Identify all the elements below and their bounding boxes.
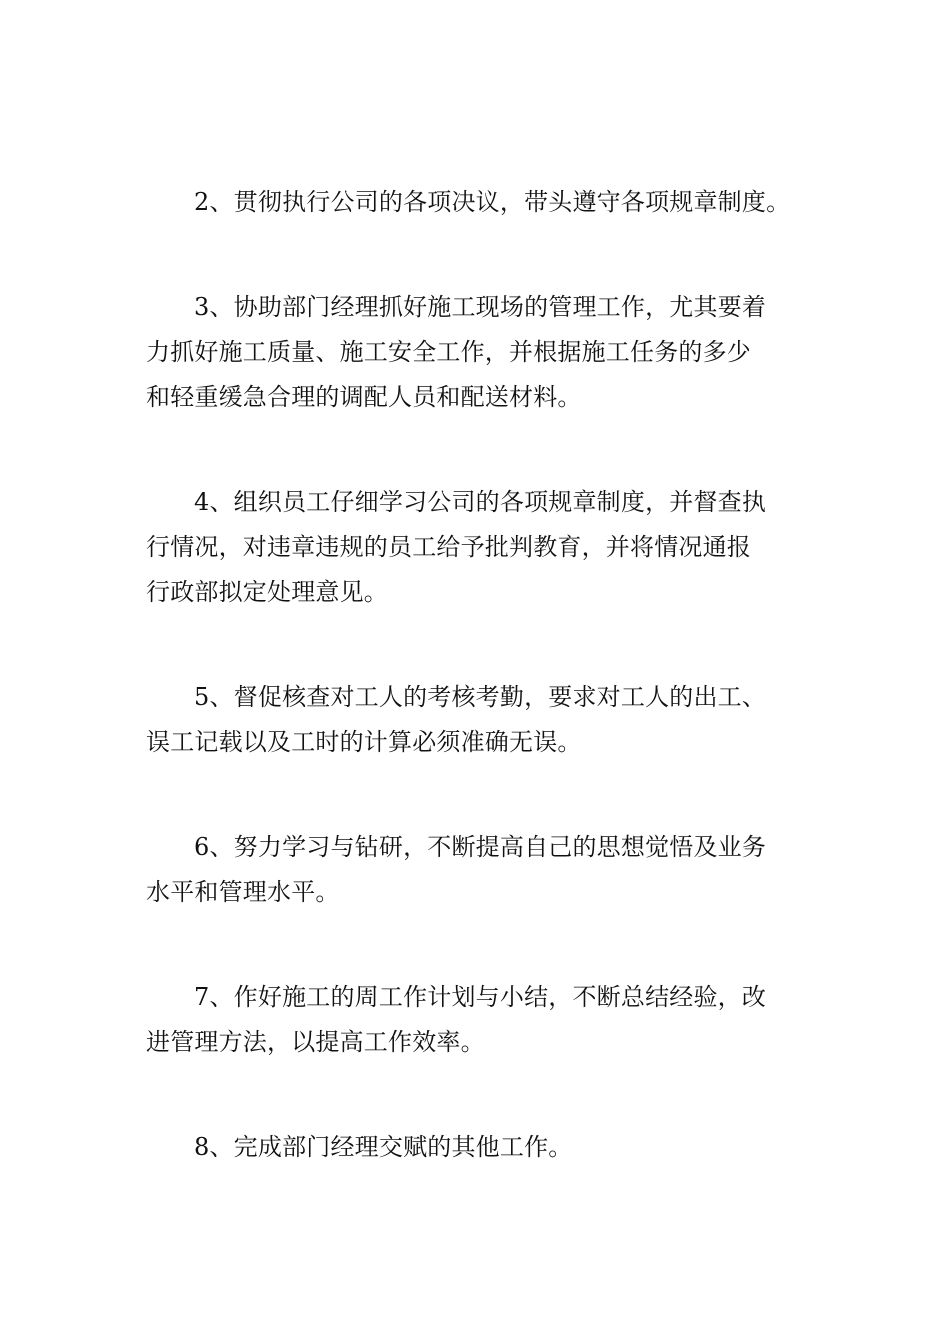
paragraph-line: 6、努力学习与钻研，不断提高自己的思想觉悟及业务 [194,833,767,861]
paragraph-item-2 [146,180,810,225]
paragraph-item-3 [146,285,810,420]
paragraph-line: 8、完成部门经理交赋的其他工作。 [194,1133,573,1161]
paragraph-item-7 [146,975,810,1065]
paragraph-line: 和轻重缓急合理的调配人员和配送材料。 [146,383,582,411]
paragraph-line: 5、督促核查对工人的考核考勤，要求对工人的出工、 [194,683,767,711]
paragraph-line: 3、协助部门经理抓好施工现场的管理工作，尤其要着 [194,293,767,321]
document-body [146,180,810,1230]
paragraph-line: 力抓好施工质量、施工安全工作，并根据施工任务的多少 [146,338,751,366]
paragraph-line: 误工记载以及工时的计算必须准确无误。 [146,728,582,756]
paragraph-line: 水平和管理水平。 [146,878,340,906]
paragraph-line: 行情况，对违章违规的员工给予批判教育，并将情况通报 [146,533,751,561]
paragraph-item-8 [146,1125,810,1170]
paragraph-line: 行政部拟定处理意见。 [146,578,388,606]
paragraph-line: 7、作好施工的周工作计划与小结，不断总结经验，改 [194,983,767,1011]
paragraph-item-4 [146,480,810,615]
paragraph-item-6 [146,825,810,915]
paragraph-line: 2、贯彻执行公司的各项决议，带头遵守各项规章制度。 [194,188,791,216]
paragraph-line: 4、组织员工仔细学习公司的各项规章制度，并督查执 [194,488,767,516]
paragraph-item-5 [146,675,810,765]
paragraph-line: 进管理方法，以提高工作效率。 [146,1028,485,1056]
